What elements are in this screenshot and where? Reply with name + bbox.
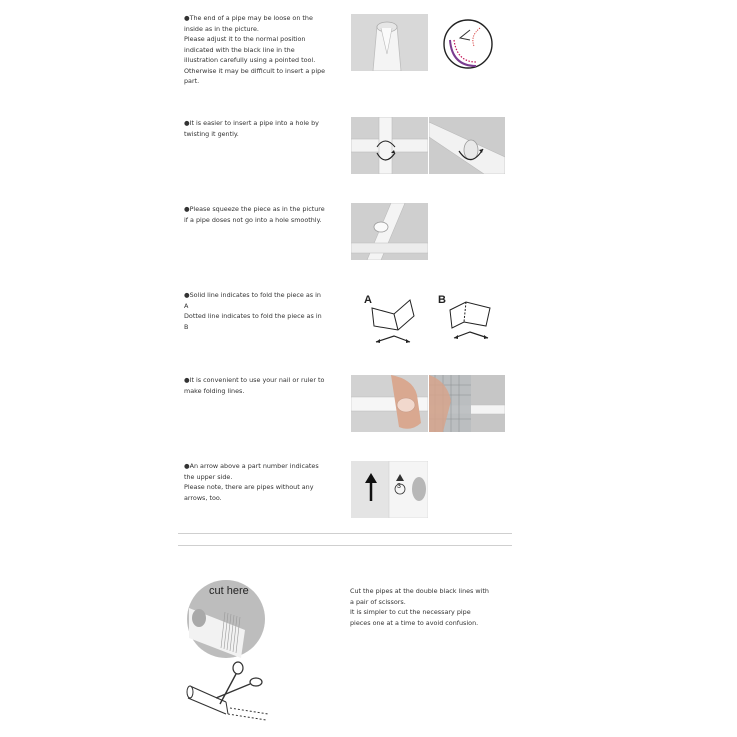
- photo-twist-pipe: [429, 117, 505, 174]
- tip-line: Otherwise it may be difficult to insert a pipe: [184, 66, 326, 75]
- tip-line: B: [184, 322, 189, 331]
- photo-twist-joint: [351, 117, 428, 174]
- tip-folding-nail-ruler: [184, 375, 344, 396]
- tip-fold-lines: [184, 290, 344, 332]
- divider: [178, 545, 512, 546]
- tip-line: ●The end of a pipe may be loose on the: [184, 14, 313, 22]
- tip-line: Dotted line indicates to fold the piece as in: [184, 312, 322, 320]
- tip-line: part.: [184, 77, 200, 85]
- illustration-fold-a: [366, 296, 418, 346]
- tip-line: make folding lines.: [184, 386, 245, 395]
- tip-loose-pipe-end: [184, 13, 344, 87]
- cut-instruction-line: a pair of scissors.: [350, 597, 406, 606]
- photo-part-arrow: [351, 461, 428, 518]
- divider: [178, 533, 512, 534]
- tip-line: ●An arrow above a part number indicates: [184, 462, 319, 470]
- illustration-fold-b: [444, 296, 496, 346]
- tip-line: ●Please squeeze the piece as in the picture: [184, 205, 325, 213]
- tip-line: twisting it gently.: [184, 129, 239, 138]
- photo-nail-fold: [351, 375, 428, 432]
- tip-line: illustration carefully using a pointed tool.: [184, 56, 316, 64]
- tip-arrow-part-number: [184, 461, 344, 503]
- tip-line: inside as in the picture.: [184, 24, 259, 33]
- photo-ruler-fold: [429, 375, 505, 432]
- part-number-label: 3: [397, 483, 401, 490]
- fold-label-b: B: [438, 294, 446, 306]
- tip-line: arrows, too.: [184, 493, 222, 502]
- tip-line: ●It is easier to insert a pipe into a hole by: [184, 119, 319, 127]
- photo-pipe-end: [351, 14, 428, 71]
- tip-line: indicated with the black line in the: [184, 45, 295, 54]
- tip-squeeze-piece: [184, 204, 344, 225]
- fold-label-a: A: [364, 294, 372, 306]
- tip-line: ●Solid line indicates to fold the piece as in: [184, 291, 321, 299]
- tip-line: if a pipe doses not go into a hole smoothly.: [184, 215, 322, 224]
- tip-line: Please note, there are pipes without any: [184, 483, 314, 491]
- tip-line: Please adjust it to the normal position: [184, 35, 306, 43]
- cut-instruction-line: Cut the pipes at the double black lines with: [350, 587, 489, 595]
- cut-instruction-line: It is simpler to cut the necessary pipe: [350, 608, 471, 616]
- tip-twist-pipe: [184, 118, 344, 139]
- photo-squeeze-piece: [351, 203, 428, 260]
- cut-here-label: cut here: [209, 585, 249, 597]
- cut-instructions: [350, 586, 510, 628]
- cut-instruction-line: pieces one at a time to avoid confusion.: [350, 618, 479, 627]
- tip-line: the upper side.: [184, 472, 233, 481]
- illustration-pipe-end-circle: [440, 16, 496, 72]
- tip-line: A: [184, 301, 189, 310]
- tip-line: ●It is convenient to use your nail or ruler to: [184, 376, 325, 384]
- illustration-scissors-pipe: [186, 658, 272, 726]
